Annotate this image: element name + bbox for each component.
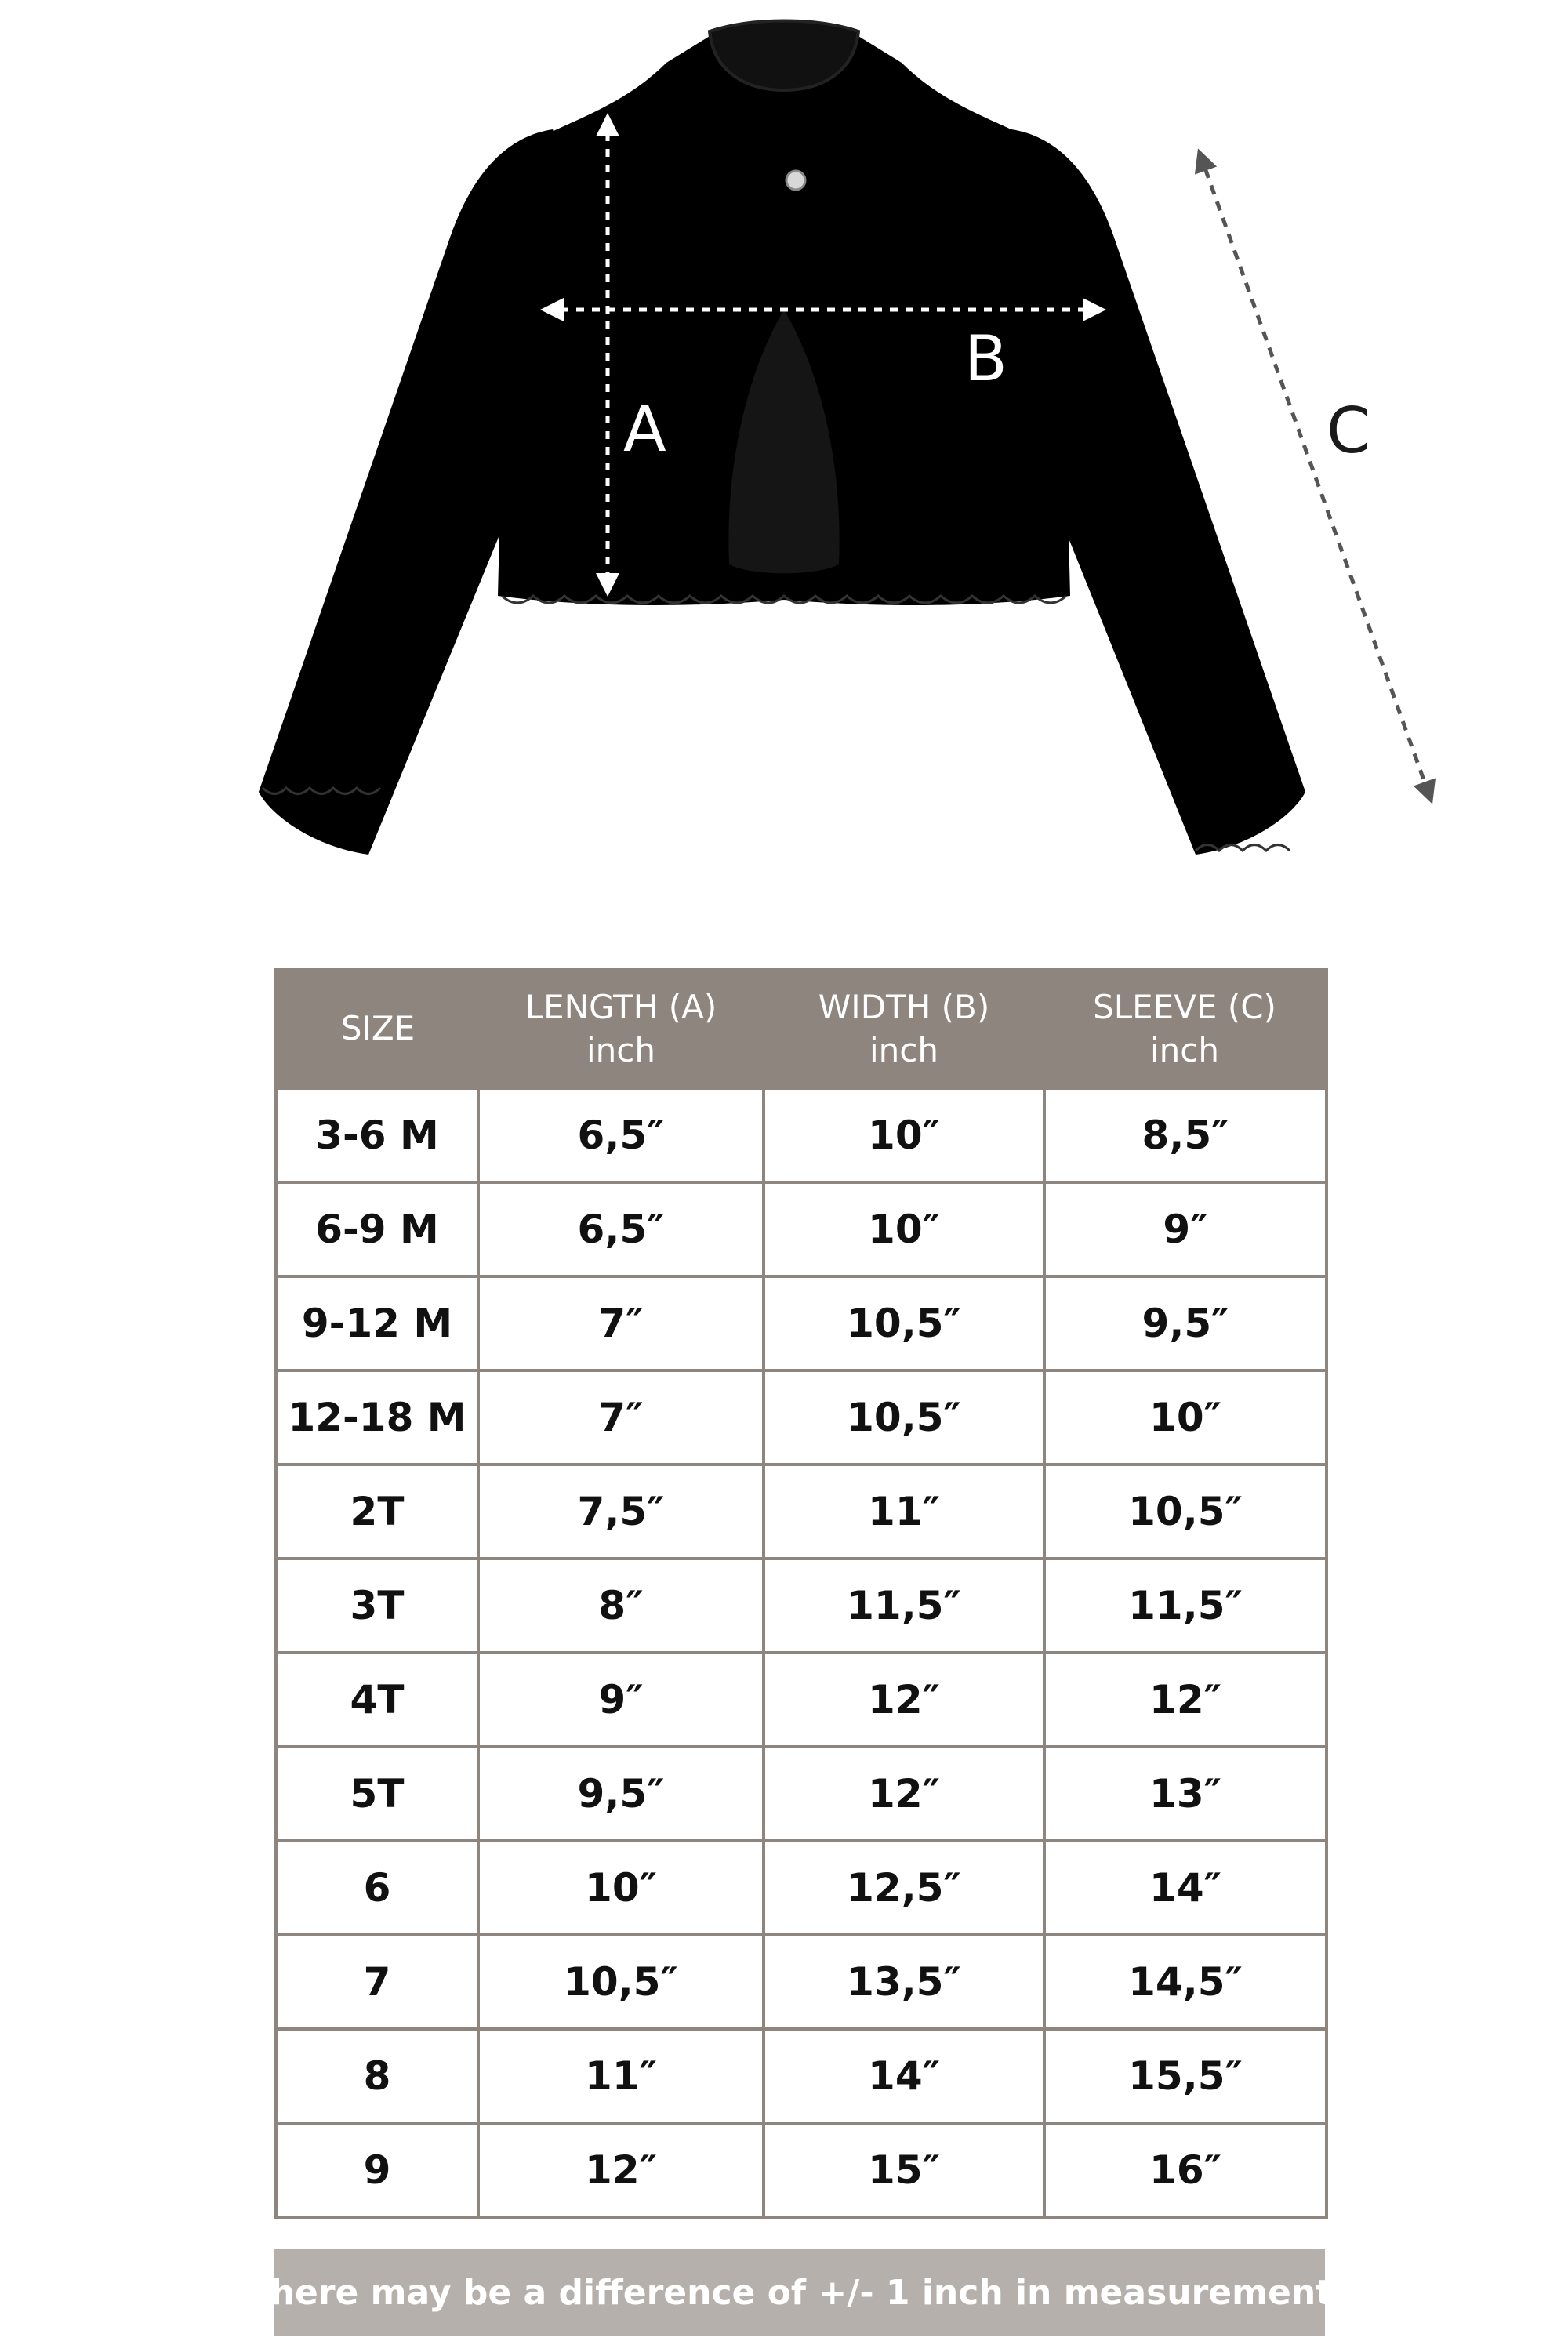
table-row <box>276 1370 1327 1465</box>
length-cell: 7″ <box>478 1276 764 1370</box>
length-cell: 8″ <box>478 1559 764 1653</box>
label-b: B <box>964 322 1007 395</box>
width-cell: 14″ <box>764 2029 1044 2123</box>
length-cell: 11″ <box>478 2029 764 2123</box>
sleeve-cell: 14,5″ <box>1044 1935 1327 2029</box>
width-cell: 10″ <box>764 1182 1044 1276</box>
sleeve-cell: 10,5″ <box>1044 1465 1327 1559</box>
length-cell: 7″ <box>478 1370 764 1465</box>
width-cell: 12″ <box>764 1653 1044 1747</box>
size-cell: 2T <box>276 1465 478 1559</box>
sleeve-cell: 12″ <box>1044 1653 1327 1747</box>
width-cell: 12,5″ <box>764 1841 1044 1935</box>
header-length <box>478 970 764 1088</box>
label-a: A <box>623 393 666 466</box>
header-length-unit: inch <box>586 1030 655 1069</box>
width-cell: 11,5″ <box>764 1559 1044 1653</box>
size-chart-header <box>276 970 1327 1088</box>
table-row <box>276 1088 1327 1182</box>
size-cell: 4T <box>276 1653 478 1747</box>
length-cell: 10,5″ <box>478 1935 764 2029</box>
header-sleeve-label: SLEEVE (C) <box>1093 987 1276 1026</box>
width-cell: 10,5″ <box>764 1276 1044 1370</box>
cardigan-silhouette <box>259 21 1305 855</box>
length-cell: 10″ <box>478 1841 764 1935</box>
width-cell: 11″ <box>764 1465 1044 1559</box>
sleeve-cell: 9,5″ <box>1044 1276 1327 1370</box>
header-sleeve <box>1044 970 1327 1088</box>
width-cell: 15″ <box>764 2123 1044 2217</box>
sleeve-cell: 11,5″ <box>1044 1559 1327 1653</box>
width-cell: 10″ <box>764 1088 1044 1182</box>
size-cell: 7 <box>276 1935 478 2029</box>
button <box>786 171 805 190</box>
measurement-disclaimer <box>246 2249 1353 2336</box>
size-cell: 3T <box>276 1559 478 1653</box>
header-size <box>276 970 478 1088</box>
size-chart-body <box>276 1088 1327 2217</box>
table-row <box>276 1276 1327 1370</box>
size-cell: 6 <box>276 1841 478 1935</box>
length-cell: 7,5″ <box>478 1465 764 1559</box>
disclaimer-text: There may be a difference of +/- 1 inch in measurements <box>246 2272 1353 2313</box>
table-row <box>276 1465 1327 1559</box>
sleeve-cell: 13″ <box>1044 1747 1327 1841</box>
sleeve-cell: 10″ <box>1044 1370 1327 1465</box>
table-row <box>276 1841 1327 1935</box>
table-row <box>276 2123 1327 2217</box>
header-row <box>276 970 1327 1088</box>
length-cell: 12″ <box>478 2123 764 2217</box>
sleeve-cell: 14″ <box>1044 1841 1327 1935</box>
table-row <box>276 1182 1327 1276</box>
length-cell: 9,5″ <box>478 1747 764 1841</box>
length-cell: 6,5″ <box>478 1088 764 1182</box>
table-row <box>276 1747 1327 1841</box>
size-cell: 3-6 M <box>276 1088 478 1182</box>
size-cell: 8 <box>276 2029 478 2123</box>
table-row <box>276 2029 1327 2123</box>
size-cell: 5T <box>276 1747 478 1841</box>
size-cell: 9-12 M <box>276 1276 478 1370</box>
label-c: C <box>1327 394 1370 467</box>
header-sleeve-unit: inch <box>1150 1030 1219 1069</box>
size-cell: 9 <box>276 2123 478 2217</box>
sleeve-cell: 8,5″ <box>1044 1088 1327 1182</box>
width-cell: 10,5″ <box>764 1370 1044 1465</box>
length-cell: 9″ <box>478 1653 764 1747</box>
header-width-label: WIDTH (B) <box>818 987 990 1026</box>
width-cell: 13,5″ <box>764 1935 1044 2029</box>
sleeve-cell: 9″ <box>1044 1182 1327 1276</box>
size-chart-table <box>274 968 1328 2219</box>
header-length-label: LENGTH (A) <box>524 987 717 1026</box>
width-cell: 12″ <box>764 1747 1044 1841</box>
header-width-unit: inch <box>869 1030 938 1069</box>
header-width <box>764 970 1044 1088</box>
size-cell: 6-9 M <box>276 1182 478 1276</box>
table-row <box>276 1653 1327 1747</box>
table-row <box>276 1559 1327 1653</box>
sleeve-cell: 16″ <box>1044 2123 1327 2217</box>
size-cell: 12-18 M <box>276 1370 478 1465</box>
table-row <box>276 1935 1327 2029</box>
length-cell: 6,5″ <box>478 1182 764 1276</box>
sleeve-cell: 15,5″ <box>1044 2029 1327 2123</box>
cardigan-measurement-diagram <box>0 0 1568 902</box>
header-size-label: SIZE <box>340 1009 416 1048</box>
